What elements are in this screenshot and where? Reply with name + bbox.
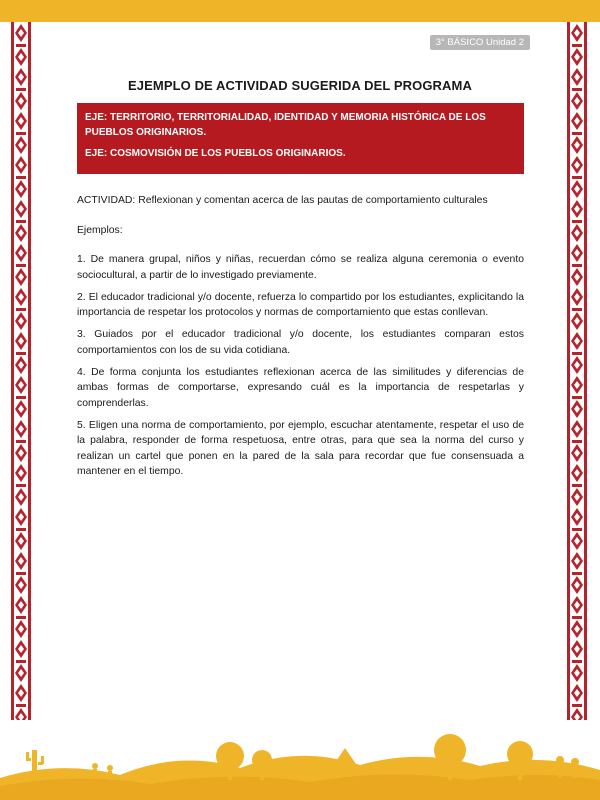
activity-content: [77, 193, 524, 486]
right-woven-border-icon: [567, 22, 587, 722]
example-item-5: 5. Eligen una norma de comportamiento, por ejemplo, escuchar atentamente, respetar el uso de la palabra, responder de forma respetuosa, entre otras, para que sea la norma del curso y realizan un cartel que ponen en la pared de la sala para recordar que fue consensuada a mantener en el tiempo.: [77, 419, 524, 477]
eje-territorio: EJE: TERRITORIO, TERRITORIALIDAD, IDENTIDAD Y MEMORIA HISTÓRICA DE LOS PUEBLOS ORIGINARIOS.: [85, 112, 486, 138]
example-item-1: 1. De manera grupal, niños y niñas, recuerdan cómo se realiza alguna ceremonia o evento sociocultural, a partir de lo investigado previamente.: [77, 254, 524, 281]
example-item-4: 4. De forma conjunta los estudiantes reflexionan acerca de las similitudes y diferencias de ambas formas de comportarse, expresando cuál es la importancia de respetarlas y comprenderlas.: [77, 366, 524, 409]
grade-unit-badge: 3° BÁSICO Unidad 2: [430, 35, 530, 50]
eje-box: [77, 103, 524, 174]
example-item-3: 3. Guiados por el educador tradicional y/o docente, los estudiantes comparan estos comportamientos con los de su vida cotidiana.: [77, 329, 524, 356]
page-title: EJEMPLO DE ACTIVIDAD SUGERIDA DEL PROGRAMA: [128, 78, 472, 93]
activity-statement: ACTIVIDAD: Reflexionan y comentan acerca de las pautas de comportamiento culturales: [77, 195, 488, 206]
eje-cosmovision: EJE: COSMOVISIÓN DE LOS PUEBLOS ORIGINARIOS.: [85, 148, 346, 159]
landscape-illustration-icon: [0, 720, 600, 800]
example-item-2: 2. El educador tradicional y/o docente, refuerza lo compartido por los estudiantes, explicitando la importancia de respetar los protocolos y normas de comportamiento que estas conllevan.: [77, 291, 524, 318]
left-woven-border-icon: [11, 22, 31, 722]
examples-label: Ejemplos:: [77, 224, 123, 236]
top-yellow-band: [0, 0, 600, 22]
